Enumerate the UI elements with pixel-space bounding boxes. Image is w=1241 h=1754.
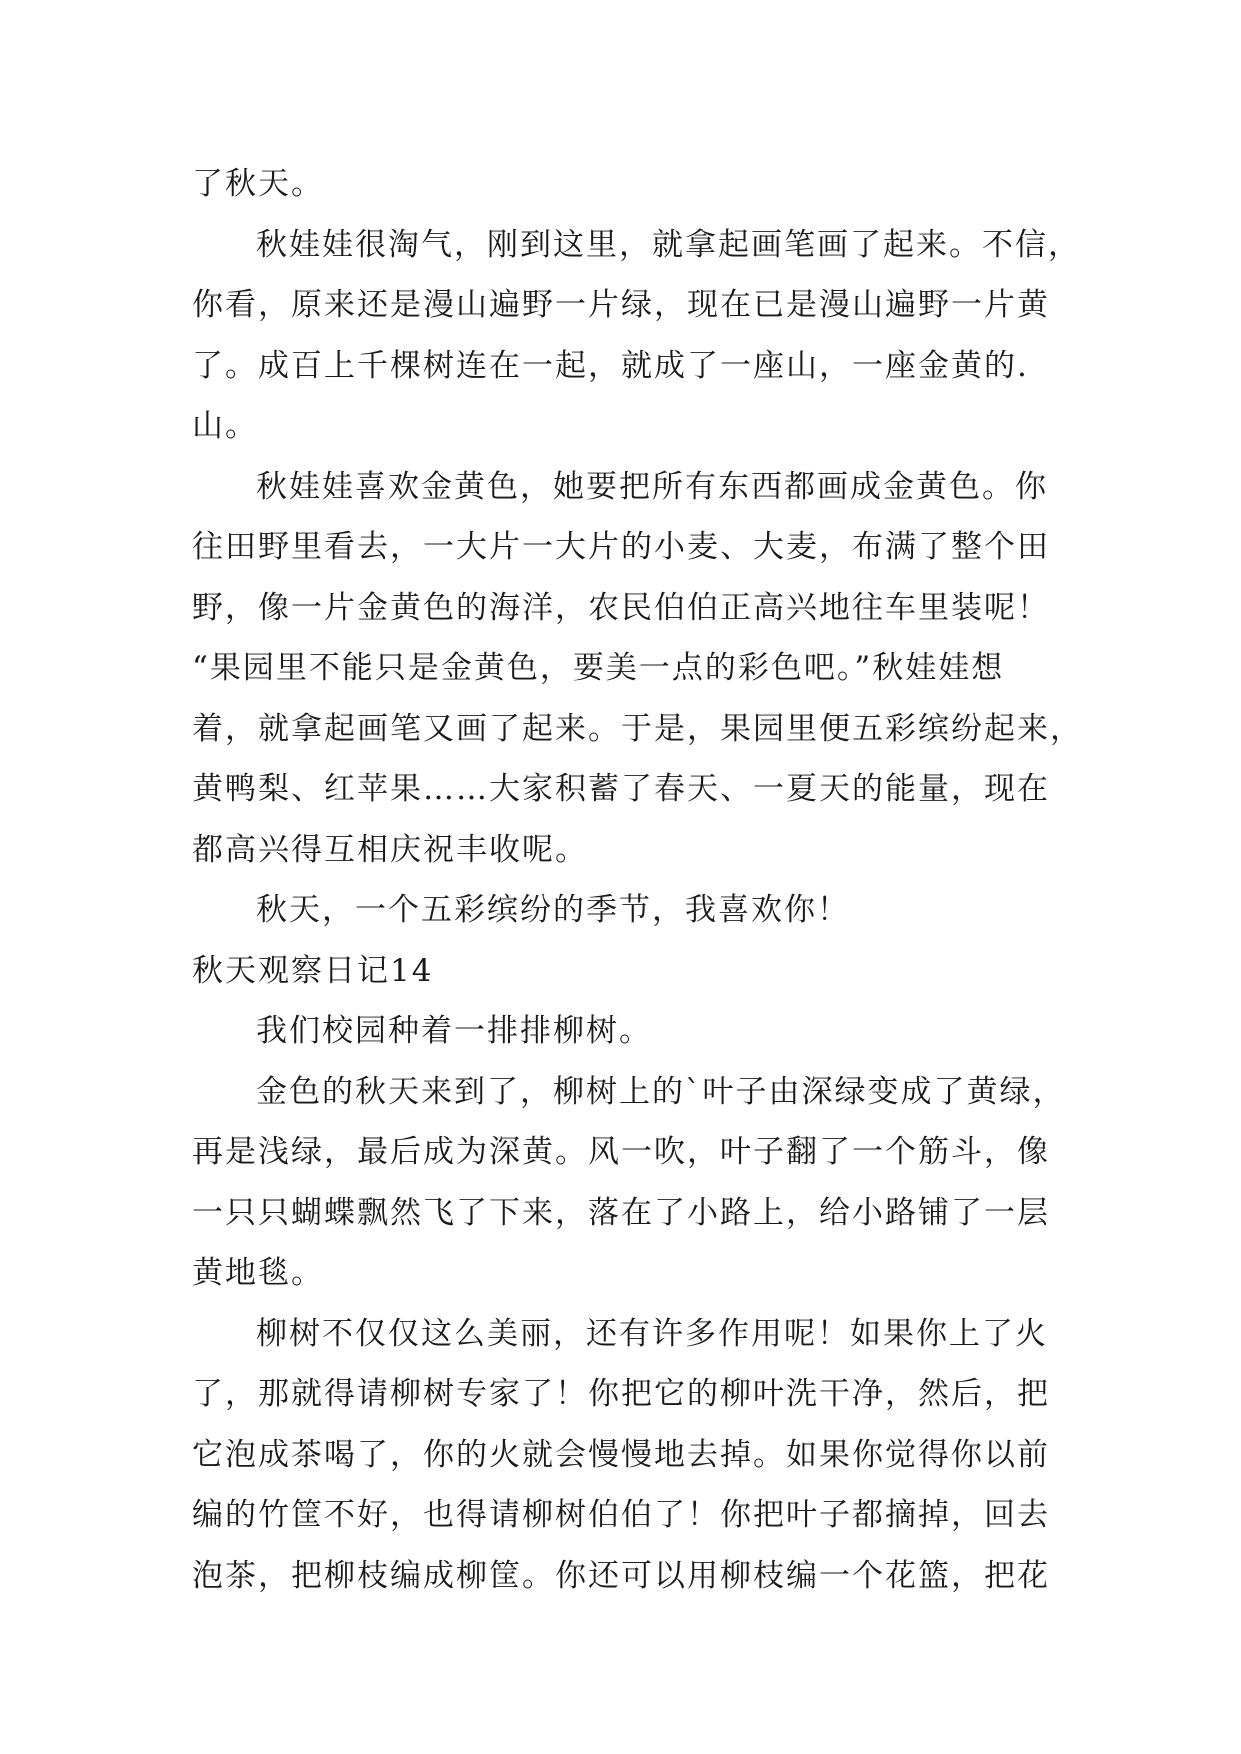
text-line: 金色的秋天来到了，柳树上的`叶子由深绿变成了黄绿， [256,1073,1066,1110]
text-line: 你看，原来还是漫山遍野一片绿，现在已是漫山遍野一片黄 [192,287,1050,323]
text-line: 柳树不仅仅这么美丽，还有许多作用呢！如果你上了火 [256,1315,1048,1352]
text-line: 山。 [192,408,258,444]
text-line: 再是浅绿，最后成为深黄。风一吹，叶子翻了一个筋斗，像 [192,1134,1050,1170]
text-line: 往田野里看去，一大片一大片的小麦、大麦，布满了整个田 [192,529,1050,565]
text-line: 黄鸭梨、红苹果……大家积蓄了春天、一夏天的能量，现在 [192,771,1050,807]
text-line: 秋娃娃很淘气，刚到这里，就拿起画笔画了起来。不信， [256,226,1081,263]
text-line: 它泡成茶喝了，你的火就会慢慢地去掉。如果你觉得你以前 [192,1436,1050,1473]
text-line: 秋天，一个五彩缤纷的季节，我喜欢你！ [256,892,850,928]
text-line: 我们校园种着一排排柳树。 [256,1013,652,1049]
text-line: 秋娃娃喜欢金黄色，她要把所有东西都画成金黄色。你 [256,468,1048,505]
text-line: 黄地毯。 [192,1255,324,1291]
text-line: 一只只蝴蝶飘然飞了下来，落在了小路上，给小路铺了一层 [192,1194,1050,1231]
text-line: 野，像一片金黄色的海洋，农民伯伯正高兴地往车里装呢！ [192,589,1050,626]
text-line: 着，就拿起画笔又画了起来。于是，果园里便五彩缤纷起来， [192,710,1083,747]
text-line: 都高兴得互相庆祝丰收呢。 [192,831,588,868]
document-body [192,154,1083,1606]
text-line: 了秋天。 [192,166,324,202]
text-line: 泡茶，把柳枝编成柳筐。你还可以用柳枝编一个花篮，把花 [192,1557,1050,1594]
text-line: 秋天观察日记14 [192,952,434,989]
text-line: “果园里不能只是金黄色，要美一点的彩色吧。”秋娃娃想 [192,650,1005,686]
text-line: 了。成百上千棵树连在一起，就成了一座山，一座金黄的. [192,347,1029,384]
text-line: 编的竹筐不好，也得请柳树伯伯了！你把叶子都摘掉，回去 [192,1497,1050,1533]
text-line: 了，那就得请柳树专家了！你把它的柳叶洗干净，然后，把 [192,1376,1050,1412]
